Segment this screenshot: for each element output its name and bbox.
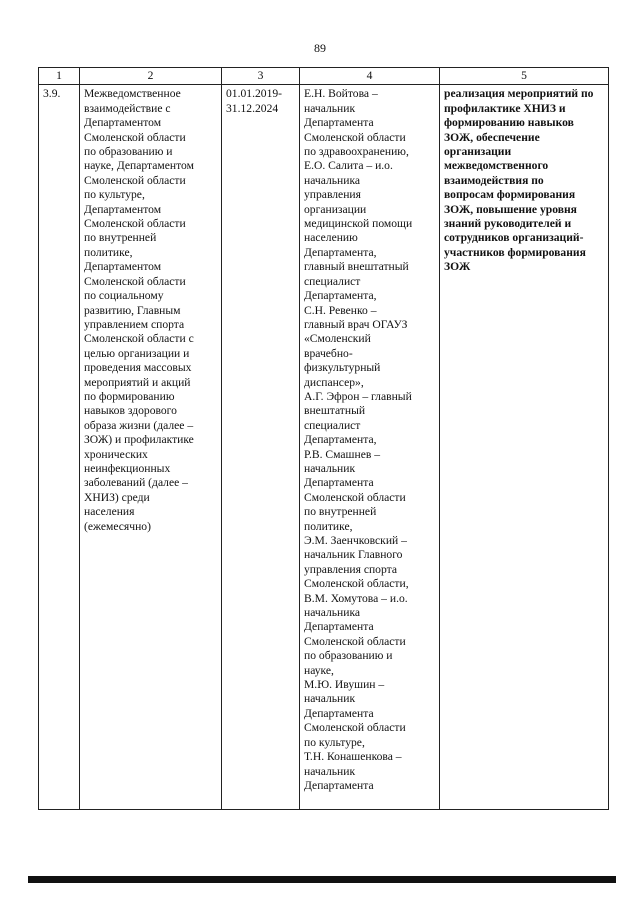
period-cell (222, 85, 300, 810)
result-text: реализация мероприятий по профилактике ХНИЗ и формированию навыков ЗОЖ, обеспечение организации межведомственного взаимодействия по вопросам формирования ЗОЖ, повышение уровня знаний руководителей и сотрудников организаций- участников формирования ЗОЖ (444, 87, 594, 274)
header-col-2: 2 (80, 68, 222, 85)
table-row (39, 85, 609, 810)
responsible-cell (300, 85, 440, 810)
responsible-text: Е.Н. Войтова – начальник Департамента Смоленской области по здравоохранению, Е.О. Салита – и.о. начальника управления организации медицинской помощи населению Департамента, главный внештатный специалист Департамента, С.Н. Ревенко – главный врач ОГАУЗ «Смоленский врачебно- физкультурный диспансер», А.Г. Эфрон – главный внештатный специалист Департамента, Р.В. Смашнев – начальник Департамента Смоленской области по внутренней политике, Э.М. Заенчковский – начальник Главного управления спорта Смоленской области, В.М. Хомутова – и.о. начальника Департамента Смоленской области по образованию и науке, М.Ю. Ивушин – начальник Департамента Смоленской области по культуре, Т.Н. Конашенкова – начальник Департамента (304, 87, 413, 792)
header-col-4: 4 (300, 68, 440, 85)
period-text: 01.01.2019- 31.12.2024 (226, 87, 283, 115)
scan-bottom-bar (28, 876, 616, 883)
header-col-3: 3 (222, 68, 300, 85)
result-cell (440, 85, 609, 810)
row-number: 3.9. (43, 87, 61, 101)
header-row (39, 68, 609, 85)
activity-cell (80, 85, 222, 810)
activity-text: Межведомственное взаимодействие с Департаментом Смоленской области по образованию и науке, Департаментом Смоленской области по культуре, Департаментом Смоленской области по внутренней политике, Департаментом Смоленской области по социальному развитию, Главным управлением спорта Смоленской области с целью организации и проведения массовых мероприятий и акций по формированию навыков здорового образа жизни (далее – ЗОЖ) и профилактике хронических неинфекционных заболеваний (далее – ХНИЗ) среди населения (ежемесячно) (84, 87, 194, 533)
page-number: 89 (314, 41, 326, 55)
row-number-cell (39, 85, 80, 810)
plan-table (38, 67, 609, 810)
header-col-5: 5 (440, 68, 609, 85)
header-col-1: 1 (39, 68, 80, 85)
